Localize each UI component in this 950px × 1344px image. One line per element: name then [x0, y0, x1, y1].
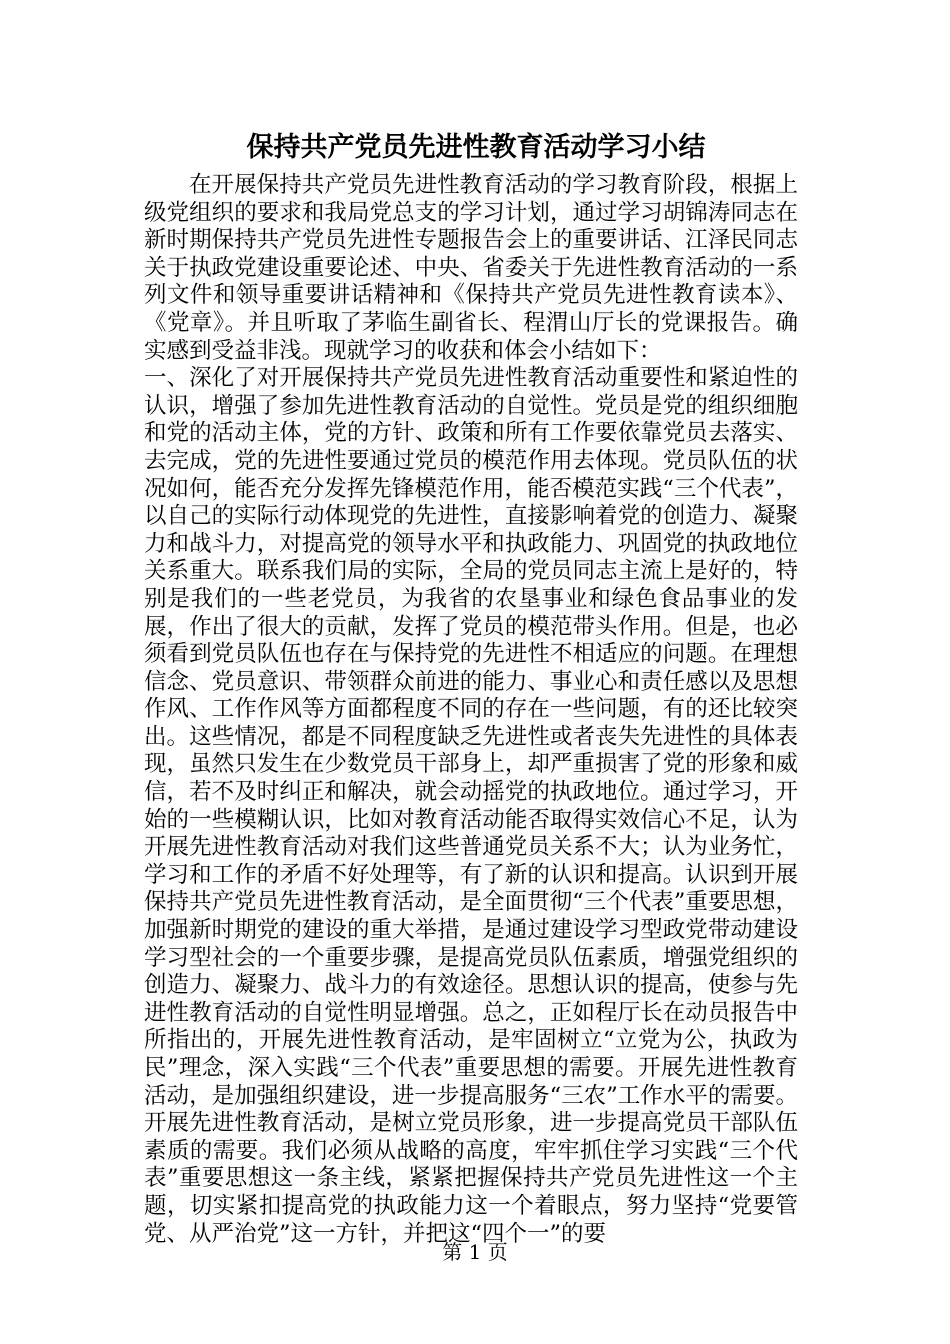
section-one-paragraph: 一、深化了对开展保持共产党员先进性教育活动重要性和紧迫性的认识，增强了参加先进性教育活动的自觉性。党员是党的组织细胞和党的活动主体，党的方针、政策和所有工作要依靠党员去落实、去完成，党的先进性要通过党员的模范作用去体现。党员队伍的状况如何，能否充分发挥先锋模范作用，能否模范实践“三个代表”，以自己的实际行动体现党的先进性，直接影响着党的创造力、凝聚力和战斗力，对提高党的领导水平和执政能力、巩固党的执政地位关系重大。联系我们局的实际，全局的党员同志主流上是好的，特别是我们的一些老党员，为我省的农垦事业和绿色食品事业的发展，作出了很大的贡献，发挥了党员的模范带头作用。但是，也必须看到党员队伍也存在与保持党的先进性不相适应的问题。在理想信念、党员意识、带领群众前进的能力、事业心和责任感以及思想作风、工作作风等方面都程度不同的存在一些问题，有的还比较突出。这些情况，都是不同程度缺乏先进性或者丧失先进性的具体表现，虽然只发生在少数党员干部身上，却严重损害了党的形象和威信，若不及时纠正和解决，就会动摇党的执政地位。通过学习，开始的一些模糊认识，比如对教育活动能否取得实效信心不足，认为开展先进性教育活动对我们这些普通党员关系不大；认为业务忙，学习和工作的矛盾不好处理等，有了新的认识和提高。认识到开展保持共产党员先进性教育活动，是全面贯彻“三个代表”重要思想，加强新时期党的建设的重大举措，是通过建设学习型政党带动建设学习型社会的一个重要步骤，是提高党员队伍素质，增强党组织的创造力、凝聚力、战斗力的有效途径。思想认识的提高，使参与先进性教育活动的自觉性明显增强。总之，正如程厅长在动员报告中所指出的，开展先进性教育活动，是牢固树立“立党为公，执政为民”理念，深入实践“三个代表”重要思想的需要。开展先进性教育活动，是加强组织建设，进一步提高服务“三农”工作水平的需要。开展先进性教育活动，是树立党员形象，进一步提高党员干部队伍素质的需要。我们必须从战略的高度，牢牢抓住学习实践“三个代表”重要思想这一条主线，紧紧把握保持共产党员先进性这一个主题，切实紧扣提高党的执政能力这一个着眼点，努力坚持“党要管党、从严治党”这一方针，并把这“四个一”的要 [144, 365, 798, 1247]
document-body [144, 172, 798, 1248]
document-page [144, 128, 798, 1247]
page-number: 第 1 页 [442, 1240, 508, 1264]
document-title: 保持共产党员先进性教育活动学习小结 [246, 132, 706, 163]
intro-paragraph: 在开展保持共产党员先进性教育活动的学习教育阶段，根据上级党组织的要求和我局党总支的学习计划，通过学习胡锦涛同志在新时期保持共产党员先进性专题报告会上的重要讲话、江泽民同志关于执政党建设重要论述、中央、省委关于先进性教育活动的一系列文件和领导重要讲话精神和《保持共产党员先进性教育读本》、《党章》。并且听取了茅临生副省长、程渭山厅长的党课报告。确实感到受益非浅。现就学习的收获和体会小结如下： [144, 172, 798, 364]
